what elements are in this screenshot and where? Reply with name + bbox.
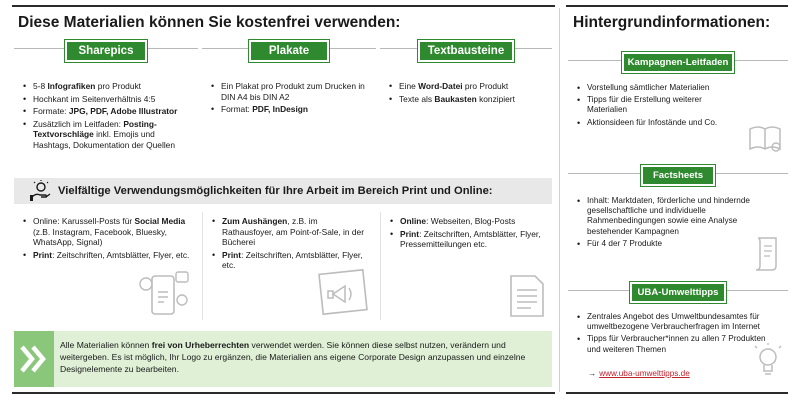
usage-list bbox=[389, 216, 546, 252]
document-icon bbox=[507, 274, 547, 318]
usage-column-social bbox=[14, 212, 198, 320]
section-kampagnen-leitfaden bbox=[568, 57, 788, 160]
umwelttipps-list bbox=[576, 312, 772, 357]
list-item: • Zentrales Angebot des Umweltbundesamtes für umweltbezogene Verbraucherfragen im Internet bbox=[576, 312, 772, 332]
copyright-note bbox=[14, 331, 552, 387]
list-item: • Zusätzlich im Leitfaden: Posting-Textvorschläge inkl. Emojis und Hashtags, Dokumentation der Quellen bbox=[22, 119, 192, 151]
list-item: • Eine Word-Datei pro Produkt bbox=[388, 81, 546, 92]
textbausteine-button[interactable]: Textbausteine bbox=[418, 40, 514, 62]
list-item: • Hochkant im Seitenverhältnis 4:5 bbox=[22, 94, 192, 105]
usage-column-online bbox=[380, 212, 552, 320]
plakate-list bbox=[210, 81, 370, 117]
sharepics-list bbox=[22, 81, 192, 153]
factsheets-list bbox=[576, 196, 776, 251]
list-item: • Aktionsideen für Infostände und Co. bbox=[576, 118, 736, 128]
list-item: • Print: Zeitschriften, Amtsblätter, Flyer, Pressemitteilungen etc. bbox=[389, 229, 546, 250]
book-gear-icon bbox=[748, 123, 784, 155]
uba-umwelttipps-link[interactable]: www.uba-umwelttipps.de bbox=[599, 369, 690, 378]
arrow-right-icon: → bbox=[588, 369, 597, 378]
list-item: • Online: Karussell-Posts für Social Media (z.B. Instagram, Facebook, Bluesky, WhatsApp, Signal) bbox=[22, 216, 192, 248]
megaphone-poster-icon bbox=[315, 266, 371, 318]
banner-text: Vielfältige Verwendungsmöglichkeiten für Ihre Arbeit im Bereich Print und Online: bbox=[58, 185, 493, 197]
chevron-right-icon bbox=[14, 331, 54, 387]
scroll-document-icon bbox=[752, 236, 782, 272]
textbausteine-list bbox=[388, 81, 546, 106]
list-item: • Tipps für die Erstellung weiterer Materialien bbox=[576, 95, 736, 115]
kampagnen-leitfaden-button[interactable]: Kampagnen-Leitfaden bbox=[622, 52, 734, 73]
leitfaden-list bbox=[576, 83, 736, 130]
side-heading: Hintergrundinformationen: bbox=[573, 14, 771, 31]
list-item: • Format: PDF, InDesign bbox=[210, 104, 370, 115]
list-item: • Ein Plakat pro Produkt zum Drucken in DIN A4 bis DIN A2 bbox=[210, 81, 370, 102]
column-sharepics bbox=[14, 45, 198, 168]
list-item: • Zum Aushängen, z.B. im Rathausfoyer, am Point-of-Sale, in der Bücherei bbox=[211, 216, 370, 248]
column-plakate bbox=[202, 45, 376, 168]
column-textbausteine bbox=[380, 45, 552, 168]
section-factsheets bbox=[568, 170, 788, 281]
usage-list bbox=[22, 216, 192, 262]
link-row bbox=[588, 369, 690, 378]
list-item: • Print: Zeitschriften, Amtsblätter, Flyer, etc. bbox=[22, 250, 192, 261]
list-item: • Print: Zeitschriften, Amtsblätter, Flyer, etc. bbox=[211, 250, 370, 271]
footer-text: Alle Materialien können frei von Urheberrechten verwendet werden. Sie können diese selbst nutzen, verändern und weitergeben. Es ist möglich, Ihr Logo zu ergänzen, die Materialien ans eigene Corporate Design anzupassen und einzelne Designelemente zu bearbeiten. bbox=[60, 340, 526, 374]
section-uba-umwelttipps bbox=[568, 287, 788, 390]
lightbulb-icon bbox=[754, 343, 782, 381]
hand-lightbulb-icon bbox=[30, 180, 52, 202]
list-item: • Texte als Baukasten konzipiert bbox=[388, 94, 546, 105]
usage-banner bbox=[14, 178, 552, 204]
plakate-button[interactable]: Plakate bbox=[249, 40, 329, 62]
social-media-phone-icon bbox=[138, 268, 190, 318]
list-item: • Inhalt: Marktdaten, förderliche und hindernde gesellschaftliche und individuelle Rahmenbedingungen sowie eine Analyse bestehender Kampagnen bbox=[576, 196, 776, 237]
column-divider bbox=[559, 8, 560, 392]
main-heading: Diese Materialien können Sie kostenfrei verwenden: bbox=[18, 14, 401, 31]
list-item: • Online: Webseiten, Blog-Posts bbox=[389, 216, 546, 227]
usage-column-aushang bbox=[202, 212, 376, 320]
top-rule-right bbox=[566, 5, 788, 7]
list-item: • Formate: JPG, PDF, Adobe Illustrator bbox=[22, 106, 192, 117]
bottom-rule-left bbox=[12, 392, 555, 394]
list-item: • Tipps für Verbraucher*innen zu allen 7 Produkten und weiteren Themen bbox=[576, 334, 772, 354]
bottom-rule-right bbox=[566, 392, 788, 394]
top-rule-left bbox=[12, 5, 555, 7]
uba-umwelttipps-button[interactable]: UBA-Umwelttipps bbox=[630, 282, 726, 303]
list-item: • 5-8 Infografiken pro Produkt bbox=[22, 81, 192, 92]
list-item: • Vorstellung sämtlicher Materialien bbox=[576, 83, 736, 93]
list-item: • Für 4 der 7 Produkte bbox=[576, 239, 776, 249]
sharepics-button[interactable]: Sharepics bbox=[65, 40, 147, 62]
factsheets-button[interactable]: Factsheets bbox=[641, 165, 715, 186]
usage-list bbox=[211, 216, 370, 273]
